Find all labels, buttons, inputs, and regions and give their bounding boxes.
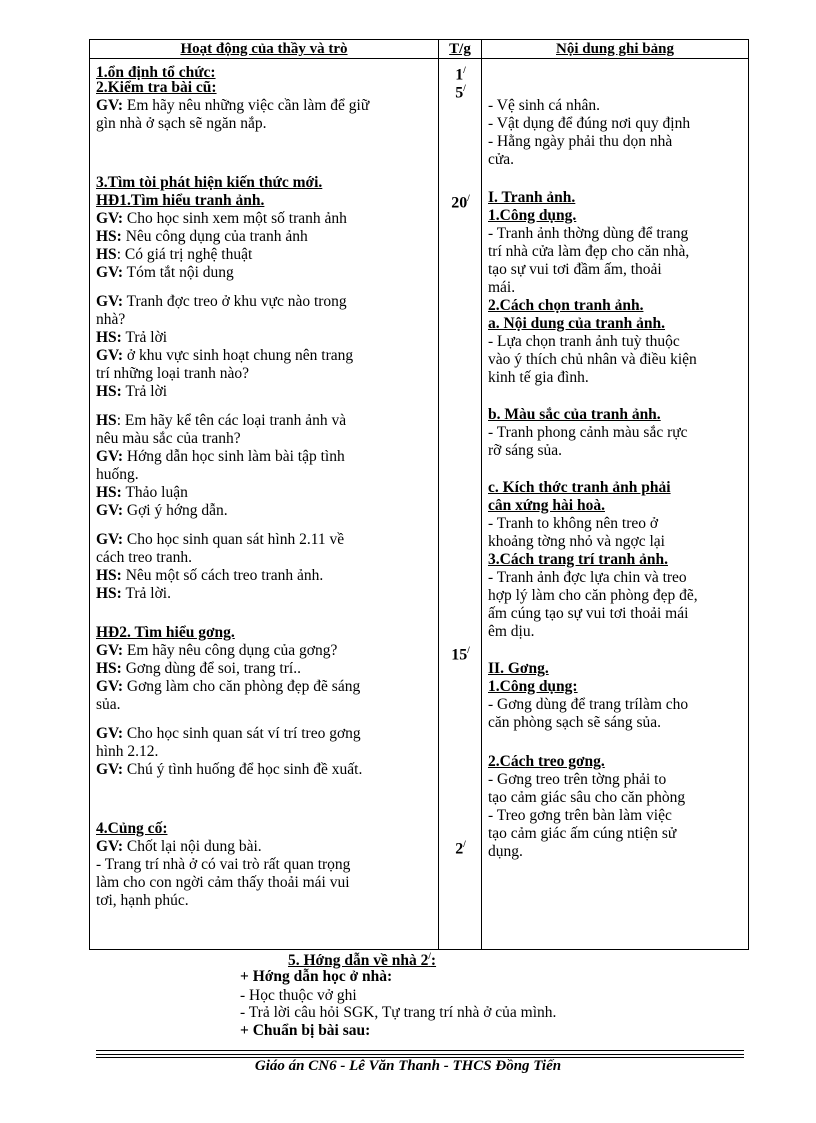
- content-line: - Gơng treo trên tờng phải to: [488, 771, 667, 788]
- activity-line: HS: Em hãy kể tên các loại tranh ảnh và: [96, 412, 347, 429]
- activity-line: GV: Hớng dẫn học sinh làm bài tập tình: [96, 448, 345, 465]
- time-value: 2/: [455, 839, 466, 858]
- content-line: trí nhà cửa làm đẹp cho căn nhà,: [488, 243, 690, 260]
- activity-line: HĐ1.Tìm hiểu tranh ảnh.: [96, 192, 265, 209]
- content-line: hợp lý làm cho căn phòng đẹp đẽ,: [488, 587, 698, 604]
- homework-line: - Học thuộc vở ghi: [240, 987, 357, 1004]
- content-line: 1.Công dụng.: [488, 207, 577, 224]
- table-body-row: [90, 59, 749, 950]
- content-line: ấm cúng tạo sự vui tơi thoải mái: [488, 605, 689, 622]
- activity-line: cách treo tranh.: [96, 549, 192, 566]
- activity-line: GV: Cho học sinh quan sát hình 2.11 về: [96, 531, 345, 548]
- homework-title: 5. Hớng dẫn về nhà 2/:: [288, 951, 437, 970]
- content-line: căn phòng sạch sẽ sáng sủa.: [488, 714, 662, 731]
- content-column: [482, 59, 749, 950]
- role-label: GV:: [96, 347, 123, 364]
- activity-line: GV: Em hãy nêu những việc cần làm để giữ: [96, 97, 370, 114]
- activity-line: HS: Nêu một số cách treo tranh ảnh.: [96, 567, 324, 584]
- content-line: 3.Cách trang trí tranh ảnh.: [488, 551, 668, 568]
- role-label: HS:: [96, 329, 122, 346]
- time-value: 15/: [451, 645, 470, 664]
- role-label: HS:: [96, 228, 122, 245]
- content-line: - Lựa chọn tranh ảnh tuỳ thuộc: [488, 333, 680, 350]
- time-value: 5/: [455, 83, 466, 102]
- activity-line: GV: Cho học sinh xem một số tranh ảnh: [96, 210, 347, 227]
- content-line: - Tranh to không nên treo ở: [488, 515, 659, 532]
- content-line: - Vật dụng để đúng nơi quy định: [488, 115, 691, 132]
- content-line: tạo cảm giác sâu cho căn phòng: [488, 789, 686, 806]
- activity-line: 2.Kiểm tra bài cũ:: [96, 79, 217, 96]
- content-line: vào ý thích chủ nhân và điều kiện: [488, 351, 697, 368]
- role-label: HS: [96, 246, 117, 263]
- content-line: - Tranh ảnh thờng dùng để trang: [488, 225, 689, 242]
- activity-line: 3.Tìm tòi phát hiện kiến thức mới.: [96, 174, 323, 191]
- role-label: HS:: [96, 585, 122, 602]
- activity-line: nêu màu sắc của tranh?: [96, 430, 241, 447]
- activity-line: GV: Chú ý tình huống để học sinh đề xuất.: [96, 761, 363, 778]
- activities-column: [90, 59, 439, 950]
- role-label: GV:: [96, 264, 123, 281]
- content-line: cân xứng hài hoà.: [488, 497, 605, 514]
- content-line: b. Màu sắc của tranh ảnh.: [488, 406, 661, 423]
- role-label: HS: [96, 412, 117, 429]
- activity-line: nhà?: [96, 311, 126, 328]
- content-line: 1.Công dụng:: [488, 678, 578, 695]
- role-label: GV:: [96, 761, 123, 778]
- time-value: 1/: [455, 65, 466, 84]
- activity-line: GV: Tóm tắt nội dung: [96, 264, 234, 281]
- time-column: [439, 59, 482, 950]
- footer-rule: [96, 1050, 744, 1051]
- role-label: GV:: [96, 210, 123, 227]
- content-line: I. Tranh ảnh.: [488, 189, 576, 206]
- role-label: HS:: [96, 660, 122, 677]
- activity-line: HS: Trả lời: [96, 329, 168, 346]
- role-label: GV:: [96, 531, 123, 548]
- activity-line: - Trang trí nhà ở có vai trò rất quan trọng: [96, 856, 351, 873]
- activity-line: HS: Có giá trị nghệ thuật: [96, 246, 253, 263]
- role-label: GV:: [96, 97, 123, 114]
- content-line: 2.Cách chọn tranh ảnh.: [488, 297, 644, 314]
- content-line: - Gơng dùng để trang trílàm cho: [488, 696, 689, 713]
- activity-line: sủa.: [96, 696, 121, 713]
- table-header-row: [90, 40, 749, 59]
- activity-line: GV: Cho học sinh quan sát ví trí treo gơng: [96, 725, 361, 742]
- content-line: tạo sự vui tơi đầm ấm, thoải: [488, 261, 662, 278]
- homework-line: + Hớng dẫn học ở nhà:: [240, 968, 393, 985]
- role-label: HS:: [96, 383, 122, 400]
- content-line: - Treo gơng trên bàn làm việc: [488, 807, 672, 824]
- role-label: GV:: [96, 502, 123, 519]
- homework-line: + Chuẩn bị bài sau:: [240, 1022, 371, 1039]
- content-line: rỡ sáng sủa.: [488, 442, 563, 459]
- role-label: GV:: [96, 642, 123, 659]
- homework-line: - Trả lời câu hỏi SGK, Tự trang trí nhà ở của mình.: [240, 1004, 557, 1021]
- content-line: dụng.: [488, 843, 523, 860]
- content-line: - Tranh phong cảnh màu sắc rực: [488, 424, 688, 441]
- content-line: II. Gơng.: [488, 660, 549, 677]
- content-line: tạo cảm giác ấm cúng ntiện sử: [488, 825, 677, 842]
- activity-line: hình 2.12.: [96, 743, 159, 760]
- content-line: êm dịu.: [488, 623, 535, 640]
- activity-line: HS: Nêu công dụng của tranh ảnh: [96, 228, 308, 245]
- activity-line: GV: Gơng làm cho căn phòng đẹp đẽ sáng: [96, 678, 361, 695]
- content-line: c. Kích thớc tranh ảnh phải: [488, 479, 671, 496]
- role-label: HS:: [96, 484, 122, 501]
- activity-line: GV: Chốt lại nội dung bài.: [96, 838, 262, 855]
- activity-line: GV: ở khu vực sinh hoạt chung nên trang: [96, 347, 354, 364]
- role-label: GV:: [96, 678, 123, 695]
- role-label: GV:: [96, 293, 123, 310]
- time-value: 20/: [451, 193, 470, 212]
- activity-line: GV: Tranh đợc treo ở khu vực nào trong: [96, 293, 347, 310]
- content-line: - Vệ sinh cá nhân.: [488, 97, 601, 114]
- activity-line: GV: Gợi ý hớng dẫn.: [96, 502, 228, 519]
- activity-line: HS: Trả lời: [96, 383, 168, 400]
- role-label: GV:: [96, 725, 123, 742]
- header-time: T/g: [439, 40, 482, 59]
- content-line: 2.Cách treo gơng.: [488, 753, 605, 770]
- activity-line: trí những loại tranh nào?: [96, 365, 250, 382]
- activity-line: HĐ2. Tìm hiểu gơng.: [96, 624, 235, 641]
- activity-line: tơi, hạnh phúc.: [96, 892, 189, 909]
- content-line: cửa.: [488, 151, 515, 168]
- activity-line: làm cho con ngời cảm thấy thoải mái vui: [96, 874, 350, 891]
- content-line: mái.: [488, 279, 516, 296]
- role-label: HS:: [96, 567, 122, 584]
- content-line: a. Nội dung của tranh ảnh.: [488, 315, 666, 332]
- activity-line: GV: Em hãy nêu công dụng của gơng?: [96, 642, 338, 659]
- activity-line: HS: Thảo luận: [96, 484, 188, 501]
- content-line: - Tranh ảnh đợc lựa chin và treo: [488, 569, 687, 586]
- header-content: Nội dung ghi bảng: [482, 40, 749, 59]
- activity-line: huống.: [96, 466, 139, 483]
- footer-rule: [96, 1054, 744, 1055]
- page-footer: Giáo án CN6 - Lê Văn Thanh - THCS Đồng Tiến: [254, 1058, 562, 1074]
- content-line: khoảng tờng nhỏ và ngợc lại: [488, 533, 665, 550]
- activity-line: HS: Trả lời.: [96, 585, 171, 602]
- header-activities: Hoạt động của thầy và trò: [90, 40, 439, 59]
- content-line: kinh tế gia đình.: [488, 369, 589, 386]
- activity-line: HS: Gơng dùng để soi, trang trí..: [96, 660, 301, 677]
- activity-line: 1.ổn định tổ chức:: [96, 64, 216, 81]
- activity-line: 4.Củng cố:: [96, 820, 168, 837]
- activity-line: gìn nhà ở sạch sẽ ngăn nắp.: [96, 115, 267, 132]
- role-label: GV:: [96, 838, 123, 855]
- lesson-table: [89, 39, 749, 950]
- role-label: GV:: [96, 448, 123, 465]
- content-line: - Hằng ngày phải thu dọn nhà: [488, 133, 673, 150]
